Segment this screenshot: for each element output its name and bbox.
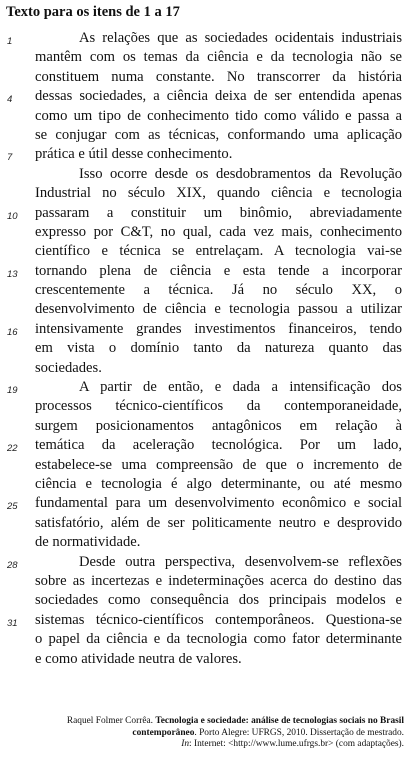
text-line xyxy=(7,378,402,397)
line-number: 7 xyxy=(7,152,13,164)
text-line xyxy=(35,242,402,261)
source-title: Tecnologia e sociedade: análise de tecnologias sociais no Brasil contemporâneo xyxy=(132,716,404,738)
line-text: em vista o domínio tanto da natureza quanto das xyxy=(35,340,402,357)
source-publication: . Porto Alegre: UFRGS, 2010. Dissertação de mestrado. xyxy=(194,727,404,738)
line-text: temática da aceleração tecnológica. Por um lado, xyxy=(35,437,402,454)
text-line xyxy=(7,611,402,630)
line-text: de normatividade. xyxy=(35,534,141,551)
text-line xyxy=(35,165,402,184)
line-text: Isso ocorre desde os desdobramentos da Revolução xyxy=(79,165,402,182)
text-line xyxy=(7,204,402,223)
source-internet: : Internet: <http://www.lume.ufrgs.br> (com adaptações). xyxy=(189,739,404,750)
line-text: científico e técnica se entrelaçam. A tecnologia vai-se xyxy=(35,243,402,260)
text-line xyxy=(35,48,402,67)
line-text: sobre as incertezas e indeterminações acerca do destino das xyxy=(35,572,402,589)
text-line xyxy=(35,650,402,669)
text-line xyxy=(35,281,402,300)
line-text: sociedades. xyxy=(35,359,102,376)
line-text: crescentemente a técnica. Já no século XX, o xyxy=(35,282,402,299)
line-number: 13 xyxy=(7,268,18,280)
line-text: prática e útil desse conhecimento. xyxy=(35,146,233,163)
line-text: constituem numa constante. No transcorrer da história xyxy=(35,68,402,85)
source-author: Raquel Folmer Corrêa. xyxy=(66,716,154,726)
source-in-label: In xyxy=(181,739,190,750)
line-text: passaram a constituir um binômio, abreviadamente xyxy=(35,204,402,221)
line-text: sistemas técnico-científicos contemporâneos. Questiona-se xyxy=(35,611,402,628)
line-text: processos técnico-científicos da contemporaneidade, xyxy=(35,398,402,415)
line-text: como um tipo de conhecimento tido como válido e passa a xyxy=(35,107,402,124)
line-text: satisfatório, além de ser politicamente neutro e desprovido xyxy=(35,514,402,531)
article-text xyxy=(7,29,402,669)
line-text: Industrial no século XIX, quando ciência e tecnologia xyxy=(35,185,402,202)
line-number: 16 xyxy=(7,326,18,338)
source-citation xyxy=(4,716,404,751)
text-line xyxy=(7,320,402,339)
line-text: ciência e tecnologia é algo determinante, ou até mesmo xyxy=(35,475,402,492)
text-line xyxy=(7,29,402,48)
text-line xyxy=(35,591,402,610)
line-text: sociedades como consequência dos principais modelos e xyxy=(35,592,402,609)
line-number: 22 xyxy=(7,443,18,455)
line-number: 10 xyxy=(7,210,18,222)
text-line xyxy=(35,223,402,242)
text-line xyxy=(7,494,402,513)
text-line xyxy=(35,456,402,475)
text-line xyxy=(35,300,402,319)
line-number: 25 xyxy=(7,501,18,513)
line-text: e como atividade neutra de valores. xyxy=(35,650,242,667)
text-line xyxy=(7,87,402,106)
line-text: A partir de então, e dada a intensificação dos xyxy=(79,379,402,396)
text-heading: Texto para os itens de 1 a 17 xyxy=(6,4,180,20)
line-text: o papel da ciência e da tecnologia como fator determinante xyxy=(35,631,402,648)
line-number: 31 xyxy=(7,617,18,629)
line-number: 1 xyxy=(7,36,13,47)
line-text: dessas sociedades, a ciência deixa de ser entendida apenas xyxy=(35,88,402,105)
line-number: 28 xyxy=(7,559,18,571)
line-text: intensivamente grandes investimentos financeiros, tendo xyxy=(35,320,402,337)
text-line xyxy=(35,184,402,203)
line-text: desenvolvimento de ciência e tecnologia passou a utilizar xyxy=(35,301,402,318)
text-line xyxy=(35,107,402,126)
text-line xyxy=(35,397,402,416)
text-line xyxy=(35,514,402,533)
line-text: mantêm com os temas da ciência e da tecnologia não se xyxy=(35,49,402,66)
text-line xyxy=(35,572,402,591)
text-line xyxy=(35,475,402,494)
line-text: Desde outra perspectiva, desenvolvem-se reflexões xyxy=(79,553,402,570)
text-line xyxy=(35,68,402,87)
line-text: estabelece-se uma compreensão de que o incremento de xyxy=(35,456,402,473)
text-line xyxy=(7,262,402,281)
text-line xyxy=(7,145,402,164)
text-line xyxy=(35,126,402,145)
text-line xyxy=(35,630,402,649)
text-line xyxy=(7,436,402,455)
line-text: fundamental para um desenvolvimento econômico e social xyxy=(35,495,402,512)
text-line xyxy=(35,359,402,378)
line-number: 19 xyxy=(7,385,18,397)
text-line xyxy=(35,417,402,436)
line-text: expresso por C&T, no qual, cada vez mais, conhecimento xyxy=(35,223,402,240)
line-number: 4 xyxy=(7,94,13,106)
text-line xyxy=(35,339,402,358)
text-line xyxy=(35,533,402,552)
line-text: se conjugar com as técnicas, conformando uma aplicação xyxy=(35,126,402,143)
line-text: As relações que as sociedades ocidentais industriais xyxy=(79,30,402,46)
text-line xyxy=(7,553,402,572)
line-text: surgem posicionamentos antagônicos em relação à xyxy=(35,417,402,434)
line-text: tornando plena de ciência e esta tende a incorporar xyxy=(35,262,402,279)
